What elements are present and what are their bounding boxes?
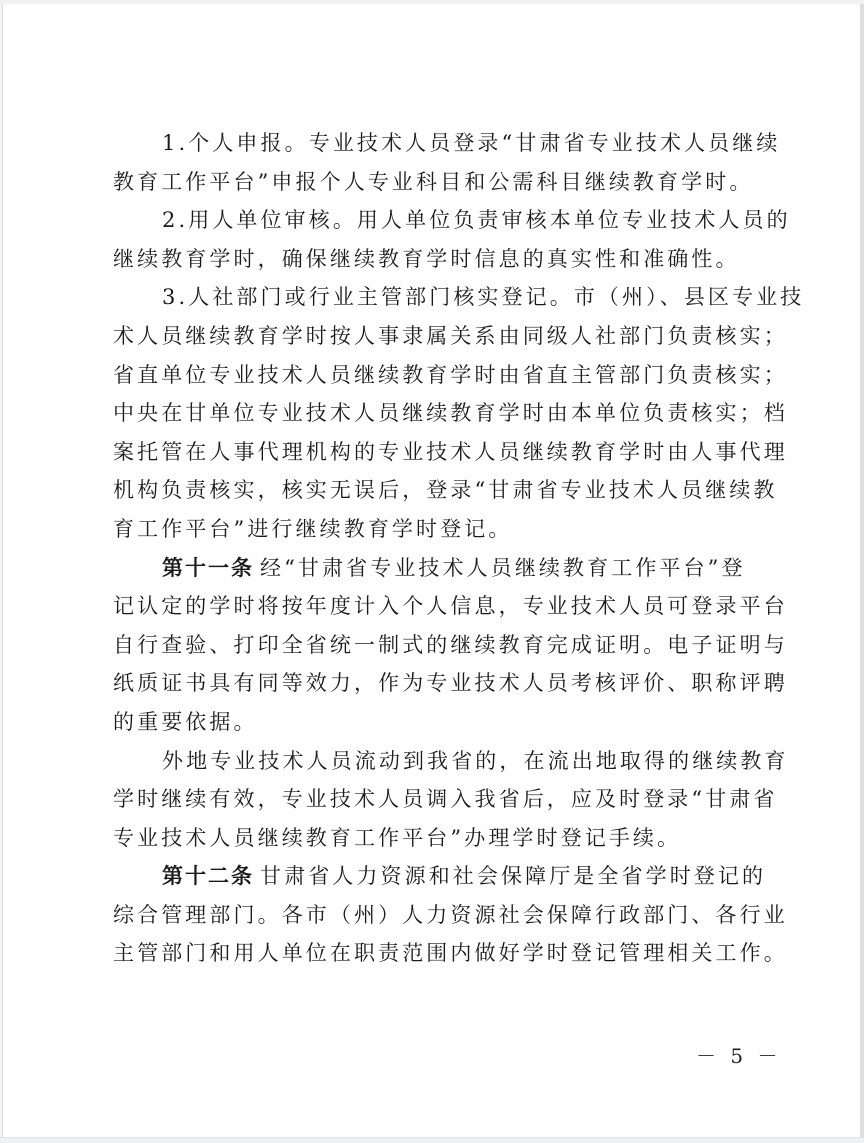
paragraph-item-1-line-2: 教育工作平台”申报个人专业科目和公需科目继续教育学时。 bbox=[113, 169, 754, 194]
paragraph-item-2-line-1: 2.用人单位审核。用人单位负责审核本单位专业技术人员的 bbox=[162, 208, 791, 233]
article-11-line-3: 自行查验、打印全省统一制式的继续教育完成证明。电子证明与 bbox=[113, 632, 788, 657]
document-body bbox=[113, 124, 805, 973]
article-11-line-1 bbox=[113, 549, 755, 588]
article-12-line-1-text: 甘肃省人力资源和社会保障厅是全省学时登记的 bbox=[260, 864, 767, 889]
article-12-line-3: 主管部门和用人单位在职责范围内做好学时登记管理相关工作。 bbox=[113, 941, 788, 966]
article-12-heading: 第十二条 bbox=[162, 863, 254, 889]
article-12-line-2: 综合管理部门。各市（州）人力资源社会保障行政部门、各行业 bbox=[113, 902, 788, 927]
viewer-scrollbar-track[interactable] bbox=[860, 4, 864, 1138]
paragraph-item-3-line-3: 省直单位专业技术人员继续教育学时由省直主管部门负责核实； bbox=[113, 362, 788, 387]
article-11-para-2-line-2: 学时继续有效，专业技术人员调入我省后，应及时登录“甘肃省 bbox=[113, 787, 778, 812]
article-12-line-1 bbox=[113, 857, 767, 896]
paragraph-item-3-line-2: 术人员继续教育学时按人事隶属关系由同级人社部门负责核实； bbox=[113, 323, 788, 348]
paragraph-item-3-line-4: 中央在甘单位专业技术人员继续教育学时由本单位负责核实；档 bbox=[113, 401, 788, 426]
article-11-para-2-line-3: 专业技术人员继续教育工作平台”办理学时登记手续。 bbox=[113, 825, 682, 850]
article-11-line-2: 记认定的学时将按年度计入个人信息，专业技术人员可登录平台 bbox=[113, 594, 788, 619]
paragraph-item-2-line-2: 继续教育学时，确保继续教育学时信息的真实性和准确性。 bbox=[113, 246, 740, 271]
paragraph-item-3-line-5: 案托管在人事代理机构的专业技术人员继续教育学时由人事代理 bbox=[113, 439, 788, 464]
article-11-para-2-line-1: 外地专业技术人员流动到我省的，在流出地取得的继续教育 bbox=[162, 748, 789, 773]
paragraph-item-1-line-1: 1.个人申报。专业技术人员登录“甘肃省专业技术人员继续 bbox=[162, 131, 781, 155]
paragraph-item-3-line-1: 3.人社部门或行业主管部门核实登记。市（州）、县区专业技 bbox=[162, 285, 805, 310]
article-11-line-1-text: 经“甘肃省专业技术人员继续教育工作平台”登 bbox=[260, 555, 746, 580]
paragraph-item-3-line-7: 育工作平台”进行继续教育学时登记。 bbox=[113, 516, 513, 541]
article-11-heading: 第十一条 bbox=[162, 554, 254, 580]
paragraph-item-3-line-6: 机构负责核实，核实无误后，登录“甘肃省专业技术人员继续教 bbox=[113, 478, 778, 503]
article-11-line-5: 的重要依据。 bbox=[113, 709, 258, 734]
page-number: － 5 － bbox=[696, 1044, 782, 1068]
viewer-bottom-edge bbox=[0, 1137, 864, 1143]
article-11-line-4: 纸质证书具有同等效力，作为专业技术人员考核评价、职称评聘 bbox=[113, 671, 788, 696]
